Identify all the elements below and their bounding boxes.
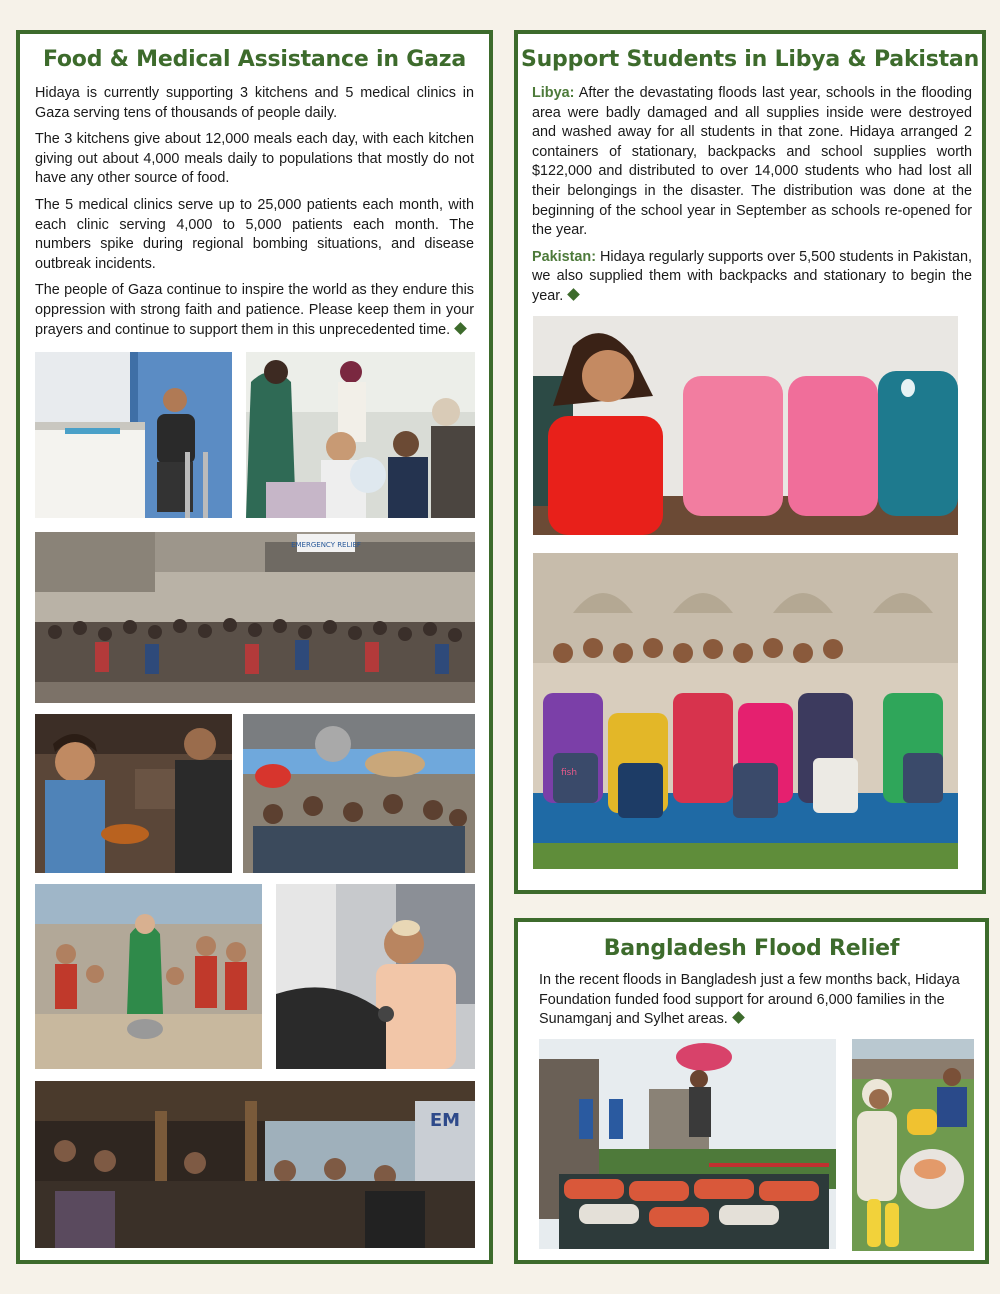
bangladesh-body [539,971,971,1037]
photo-children-with-woman [35,884,262,1069]
pakistan-label: Pakistan: [532,248,596,265]
pakistan-paragraph [532,248,972,307]
students-panel [514,30,986,894]
gaza-title: Food & Medical Assistance in Gaza [42,47,467,72]
students-body [532,84,972,314]
gaza-body [35,84,474,347]
gaza-paragraph: The 3 kitchens give about 12,000 meals each day, with each kitchen giving out about 4,000 meals daily to populations that mostly do not have any other source of food. [35,131,474,187]
students-title: Support Students in Libya & Pakistan [520,47,980,72]
pakistan-text: Hidaya regularly supports over 5,500 students in Pakistan, we also supplied them with backpacks and stationary to begin the year. [532,248,972,304]
diamond-bullet-icon [567,288,580,301]
bangladesh-title: Bangladesh Flood Relief [603,936,900,961]
gaza-paragraph: The 5 medical clinics serve up to 25,000 patients each month, with each clinic serving 4,000 to 5,000 patients each month. The numbers spike during regional bombing situations, and disease outbreak incidents. [35,196,474,272]
photo-woman-receiving-food [852,1039,974,1251]
gaza-paragraph: Hidaya is currently supporting 3 kitchens and 5 medical clinics in Gaza serving tens of thousands of people daily. [35,85,474,121]
photo-medical-team [246,352,475,518]
photo-child-medical-exam [276,884,475,1069]
photo-students-seated-pakistan [533,553,958,869]
gaza-paragraph [35,281,474,340]
bangladesh-paragraph [539,971,971,1030]
photo-truck-rice-sacks [539,1039,836,1249]
photo-clinic-child [35,352,232,518]
bangladesh-panel [514,918,989,1264]
gaza-paragraph-text: The people of Gaza continue to inspire the world as they endure this oppression with strong faith and patience. Please keep them in your prayers and continue to support them in this unprecedented time. [35,282,474,338]
photo-girl-with-backpacks [533,316,958,535]
gaza-panel [16,30,493,1264]
backpack-print-text: fish [561,768,578,778]
diamond-bullet-icon [454,322,467,335]
diamond-bullet-icon [732,1011,745,1024]
libya-text: After the devastating floods last year, schools in the flooding area were badly damaged and all supplies inside were destroyed and washed away for all students in that zone. Hidaya arranged 2 containers of stationary, backpacks and school supplies worth $122,000 and distributed to over 14,000 students who had lost all their belongings in the disaster. The distribution was done at the beginning of the school year in September as schools re-opened for the year. [532,85,972,239]
photo-boy-receiving-food [35,714,232,873]
libya-paragraph [532,84,972,241]
photo-food-line-crowd [35,532,475,703]
tent-label-text: EM [429,1110,461,1131]
emergency-relief-banner: EMERGENCY RELIEF [291,541,361,549]
photo-kitchen-distribution [35,1081,475,1248]
photo-children-raising-pots [243,714,475,873]
bangladesh-text: In the recent floods in Bangladesh just a few months back, Hidaya Foundation funded food support for around 6,000 families in the Sunamganj and Sylhet areas. [539,972,960,1028]
libya-label: Libya: [532,85,575,101]
